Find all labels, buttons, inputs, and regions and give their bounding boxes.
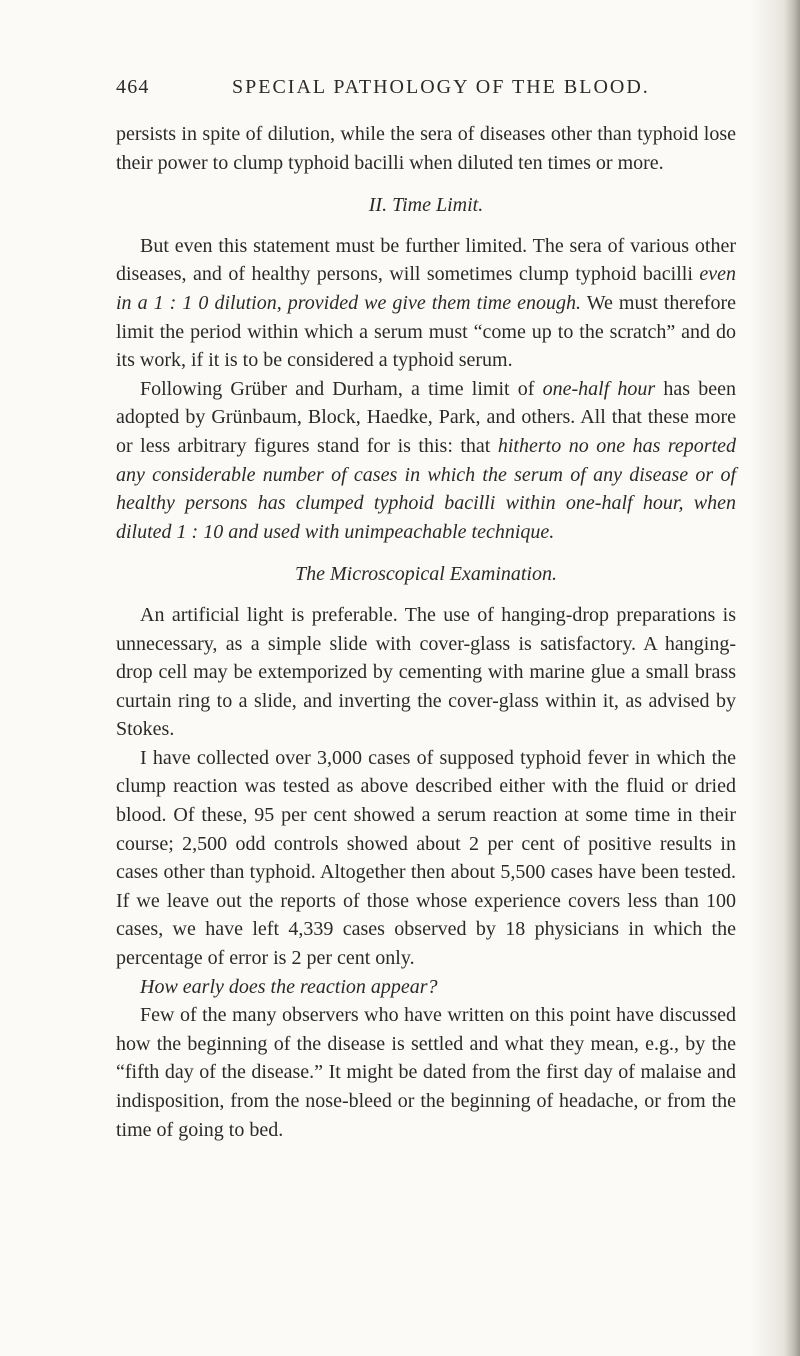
paragraph-text: We must therefore limit the period within which a serum must “come up to the scratch” and do its work, if it is to be considered a typhoid serum.: [116, 291, 736, 372]
paragraph-statement-limited: [116, 232, 736, 375]
paragraph-few-observers: Few of the many observers who have written on this point have discussed how the beginning of the disease is settled and what they mean, e.g., by the “fifth day of the disease.” It might be dated from the first day of malaise and indisposition, from the nose-bleed or the beginning of headache, or from the time of going to bed.: [116, 1004, 736, 1141]
emphasized-text: even in a 1 : 1 0 dilution, provided we give them time enough.: [116, 263, 736, 314]
section-heading-microscopical: The Microscopical Examination.: [295, 563, 557, 586]
question-how-early: How early does the reaction appear?: [140, 975, 438, 998]
page-edge-shadow: [784, 0, 800, 1356]
paragraph-text: has been adopted by Grünbaum, Block, Haedke, Park, and others. All that these more or less arbitrary figures stand for is this: that: [116, 377, 736, 457]
paragraph-continuation: persists in spite of dilution, while the sera of diseases other than typhoid lose their power to clump typhoid bacilli when diluted ten times or more.: [116, 123, 736, 174]
paragraph-text: But even this statement must be further limited. The sera of various other diseases, and of healthy persons, will sometimes clump typhoid bacilli: [116, 234, 736, 286]
page-number: 464: [116, 76, 150, 98]
paragraph-collected-cases: I have collected over 3,000 cases of supposed typhoid fever in which the clump reaction was tested as above described either with the fluid or dried blood. Of these, 95 per cent showed a serum reaction at some time in their course; 2,500 odd controls showed about 2 per cent of positive results in cases other than typhoid. Altogether then about 5,500 cases have been tested. If we leave out the reports of those whose experience covers less than 100 cases, we have left 4,339 cases observed by 18 physicians in which the percentage of error is 2 per cent only.: [116, 746, 736, 970]
emphasized-text: one-half hour: [542, 377, 656, 400]
paragraph-text: Following Grüber and Durham, a time limit of: [140, 377, 543, 400]
page-header: [116, 76, 736, 108]
running-title: SPECIAL PATHOLOGY OF THE BLOOD.: [232, 76, 650, 98]
section-heading-time-limit: II. Time Limit.: [368, 194, 484, 217]
paragraph-artificial-light: An artificial light is preferable. The use of hanging-drop preparations is unnecessary, as a simple slide with cover-glass is satisfactory. A hanging-drop cell may be extemporized by cementing with marine glue a small brass curtain ring to a slide, and inverting the cover-glass within it, as advised by Stokes.: [116, 603, 736, 741]
emphasized-text: hitherto no one has reported any considerable number of cases in which the serum of any disease or of healthy persons has clumped typhoid bacilli within one-half hour, when diluted 1 : 10 and used with unimpeachable technique.: [116, 434, 736, 543]
paragraph-gruber-durham: [116, 375, 736, 547]
body-text: [116, 120, 736, 1144]
